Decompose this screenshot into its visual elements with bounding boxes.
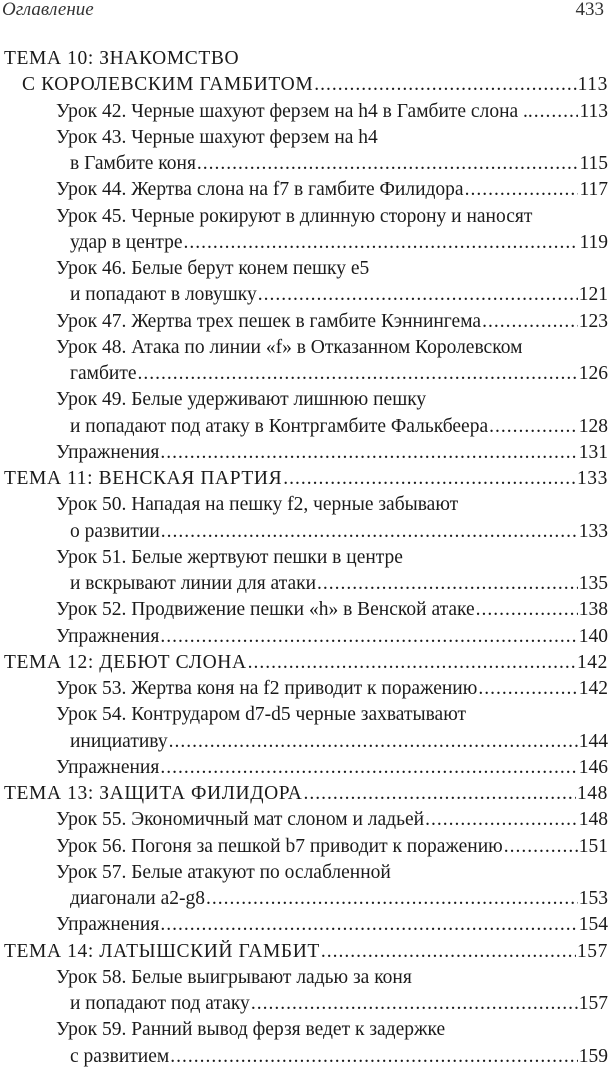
dot-leader — [206, 886, 578, 912]
toc-page-number: 157 — [578, 993, 608, 1014]
toc-page-number: 115 — [579, 153, 608, 174]
dot-leader — [170, 1044, 578, 1070]
toc-page-number: 148 — [578, 809, 608, 831]
toc-exercises-entry[interactable]: Упражнения ..... 131 — [0, 440, 608, 466]
dot-leader — [303, 781, 576, 807]
dot-leader — [251, 991, 578, 1017]
toc-lesson-entry[interactable]: Урок 55. Экономичный мат слоном и ладьей ..... 148 — [0, 807, 608, 833]
toc-lesson-entry-continuation[interactable]: удар в центре ..... 119 — [0, 230, 608, 256]
toc-lesson-entry[interactable]: Урок 43. Черные шахуют ферзем на h4 — [56, 126, 378, 148]
toc-lesson-entry[interactable]: Урок 59. Ранний вывод ферзя ведет к задержке — [56, 1019, 446, 1041]
toc-lesson-entry[interactable]: Урок 57. Белые атакуют по ослабленной — [56, 861, 391, 883]
toc-page-number: 144 — [578, 730, 608, 752]
toc-lesson-entry[interactable]: Урок 44. Жертва слона на f7 в гамбите Филидора ..... 117 — [0, 177, 608, 203]
toc-lesson-entry-continuation[interactable]: в Гамбите коня ..... 115 — [0, 151, 608, 177]
dot-leader — [283, 466, 576, 492]
dot-leader — [160, 755, 577, 781]
toc-page-number: 121 — [578, 284, 608, 306]
dot-leader — [184, 230, 579, 256]
toc-lesson-entry[interactable]: Урок 42. Черные шахуют ферзем на h4 в Гамбите слона .. ..... 113 — [0, 99, 608, 125]
dot-leader — [321, 939, 576, 965]
toc-lesson-entry-continuation[interactable]: и попадают в ловушку ..... 121 — [0, 282, 608, 308]
toc-lesson-entry-continuation[interactable]: о развитии ..... 133 — [0, 519, 608, 545]
toc-page-number: 117 — [579, 179, 608, 201]
dot-leader — [425, 807, 578, 833]
toc-lesson-entry[interactable]: Урок 50. Нападая на пешку f2, черные забывают — [56, 494, 459, 516]
toc-lesson-entry[interactable]: Урок 45. Черные рокируют в длинную сторону и наносят — [56, 205, 533, 227]
dot-leader — [161, 519, 578, 545]
toc-page-number: 133 — [578, 520, 608, 542]
toc-page-number: 142 — [578, 678, 608, 699]
toc-topic-heading[interactable]: ТЕМА 11: ВЕНСКАЯ ПАРТИЯ ..... 133 — [0, 466, 608, 492]
toc-lesson-entry[interactable]: Урок 52. Продвижение пешки «h» в Венской атаке ..... 138 — [0, 597, 608, 623]
toc-page-number: 159 — [578, 1045, 608, 1067]
toc-topic-heading[interactable]: ТЕМА 14: ЛАТЫШСКИЙ ГАМБИТ ..... 157 — [0, 939, 608, 965]
toc-lesson-entry[interactable]: Урок 48. Атака по линии «f» в Отказанном Королевском — [56, 336, 523, 358]
toc-page-number: 146 — [578, 756, 608, 778]
toc-page-number: 157 — [576, 940, 608, 962]
dot-leader — [534, 99, 579, 125]
toc-page-number: 142 — [576, 651, 608, 673]
dot-leader — [314, 72, 576, 98]
dot-leader — [482, 309, 578, 335]
dot-leader — [169, 729, 578, 755]
dot-leader — [248, 650, 576, 676]
page-number: 433 — [575, 0, 604, 20]
dot-leader — [504, 834, 578, 860]
toc-page-number: 131 — [578, 441, 608, 463]
dot-leader — [160, 912, 577, 938]
page-header — [0, 0, 608, 22]
toc-page-number: 138 — [578, 599, 608, 621]
toc-page-number: 126 — [578, 363, 608, 384]
toc-lesson-entry-continuation[interactable]: и вскрывают линии для атаки ..... 135 — [0, 571, 608, 597]
toc-page-number: 135 — [578, 573, 608, 594]
toc-lesson-entry-continuation[interactable]: с развитием ..... 159 — [0, 1044, 608, 1070]
toc-page-number: 113 — [577, 74, 608, 96]
toc-page-number: 154 — [578, 914, 608, 936]
toc-page-number: 151 — [578, 835, 608, 857]
toc-page-number: 133 — [576, 468, 608, 489]
toc-lesson-entry[interactable]: Урок 58. Белые выигрывают ладью за коня — [56, 966, 412, 988]
toc-lesson-entry-continuation[interactable]: гамбите ..... 126 — [0, 361, 608, 387]
toc-page-number: 140 — [578, 625, 608, 647]
toc-lesson-entry[interactable]: Урок 49. Белые удерживают лишнюю пешку — [56, 389, 427, 411]
dot-leader — [489, 414, 578, 440]
dot-leader — [138, 361, 578, 387]
toc-topic-heading[interactable]: ТЕМА 13: ЗАЩИТА ФИЛИДОРА ..... 148 — [0, 781, 608, 807]
dot-leader — [317, 571, 578, 597]
toc-page-number: 148 — [576, 783, 608, 804]
toc-exercises-entry[interactable]: Упражнения ..... 140 — [0, 624, 608, 650]
table-of-contents — [0, 46, 608, 1070]
toc-page-number: 113 — [579, 100, 608, 122]
dot-leader — [258, 282, 578, 308]
toc-lesson-entry[interactable]: Урок 56. Погоня за пешкой b7 приводит к поражению ..... 151 — [0, 834, 608, 860]
toc-lesson-entry[interactable]: Урок 51. Белые жертвуют пешки в центре — [56, 546, 403, 568]
toc-lesson-entry-continuation[interactable]: и попадают под атаку ..... 157 — [0, 991, 608, 1017]
toc-exercises-entry[interactable]: Упражнения ..... 146 — [0, 755, 608, 781]
toc-lesson-entry[interactable]: Урок 47. Жертва трех пешек в гамбите Кэннингема ..... 123 — [0, 309, 608, 335]
toc-lesson-entry-continuation[interactable]: инициативу ..... 144 — [0, 729, 608, 755]
toc-lesson-entry-continuation[interactable]: диагонали a2-g8 ..... 153 — [0, 886, 608, 912]
dot-leader — [197, 151, 579, 177]
toc-topic-heading[interactable]: С КОРОЛЕВСКИМ ГАМБИТОМ ..... 113 — [0, 72, 608, 98]
dot-leader — [478, 676, 577, 702]
running-title: Оглавление — [2, 0, 94, 20]
dot-leader — [465, 177, 579, 203]
toc-page-number: 123 — [578, 310, 608, 332]
dot-leader — [160, 624, 577, 650]
toc-exercises-entry[interactable]: Упражнения ..... 154 — [0, 912, 608, 938]
toc-page-number: 153 — [578, 888, 608, 909]
toc-page-number: 119 — [579, 231, 608, 253]
toc-topic-heading[interactable]: ТЕМА 10: ЗНАКОМСТВО — [4, 48, 240, 69]
toc-lesson-entry[interactable]: Урок 54. Контрударом d7-d5 черные захватывают — [56, 704, 467, 726]
dot-leader — [476, 597, 578, 623]
toc-lesson-entry[interactable]: Урок 53. Жертва коня на f2 приводит к поражению ..... 142 — [0, 676, 608, 702]
toc-page-number: 128 — [578, 415, 608, 437]
toc-lesson-entry[interactable]: Урок 46. Белые берут конем пешку е5 — [56, 258, 370, 279]
dot-leader — [160, 440, 577, 466]
toc-topic-heading[interactable]: ТЕМА 12: ДЕБЮТ СЛОНА ..... 142 — [0, 650, 608, 676]
toc-lesson-entry-continuation[interactable]: и попадают под атаку в Контргамбите Фалькбеера ..... 128 — [0, 414, 608, 440]
